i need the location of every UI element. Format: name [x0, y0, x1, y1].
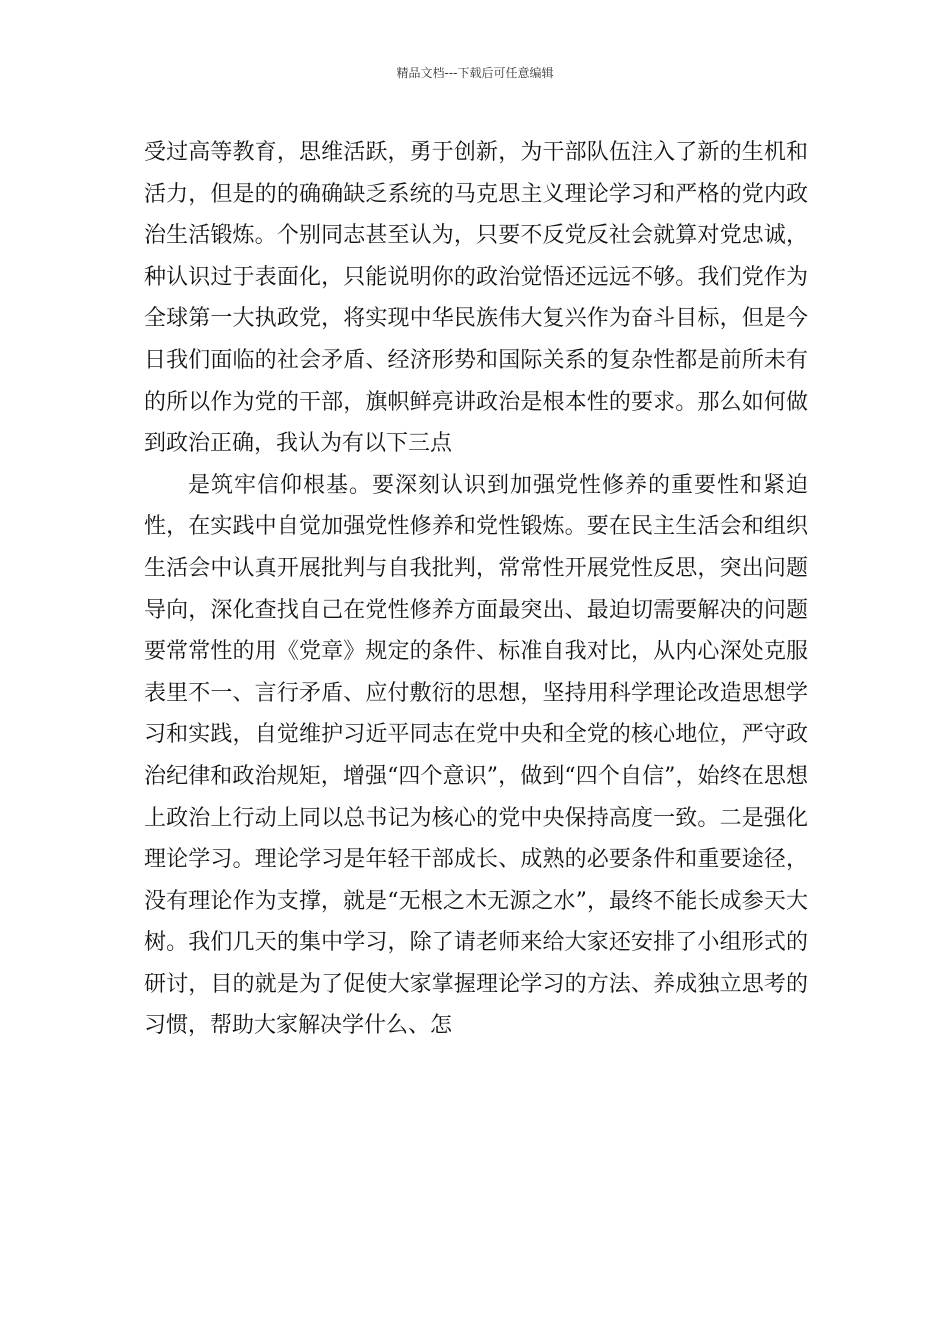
paragraph-1: 受过高等教育，思维活跃，勇于创新，为干部队伍注入了新的生机和活力，但是的的确确缺乏系统的马克思主义理论学习和严格的党内政治生活锻炼。个别同志甚至认为，只要不反党反社会就算对党忠诚，种认识过于表面化，只能说明你的政治觉悟还远远不够。我们党作为全球第一大执政党，将实现中华民族伟大复兴作为奋斗目标，但是今日我们面临的社会矛盾、经济形势和国际关系的复杂性都是前所未有的所以作为党的干部，旗帜鲜亮讲政治是根本性的要求。那么如何做到政治正确，我认为有以下三点 — [144, 140, 808, 457]
document-body — [144, 132, 808, 1047]
paragraph-2: 是筑牢信仰根基。要深刻认识到加强党性修养的重要性和紧迫性，在实践中自觉加强党性修养和党性锻炼。要在民主生活会和组织生活会中认真开展批判与自我批判，常常性开展党性反思，突出问题导向，深化查找自己在党性修养方面最突出、最迫切需要解决的问题要常常性的用《党章》规定的条件、标准自我对比，从内心深处克服表里不一、言行矛盾、应付敷衍的思想，坚持用科学理论改造思想学习和实践，自觉维护习近平同志在党中央和全党的核心地位，严守政治纪律和政治规矩，增强“四个意识”，做到“四个自信”，始终在思想上政治上行动上同以总书记为核心的党中央保持高度一致。二是强化理论学习。理论学习是年轻干部成长、成熟的必要条件和重要途径，没有理论作为支撑，就是“无根之木无源之水”，最终不能长成参天大树。我们几天的集中学习，除了请老师来给大家还安排了小组形式的研讨，目的就是为了促使大家掌握理论学习的方法、养成独立思考的习惯，帮助大家解决学什么、怎 — [144, 472, 808, 1039]
page-header: 精品文档---下载后可任意编辑 — [396, 66, 554, 80]
